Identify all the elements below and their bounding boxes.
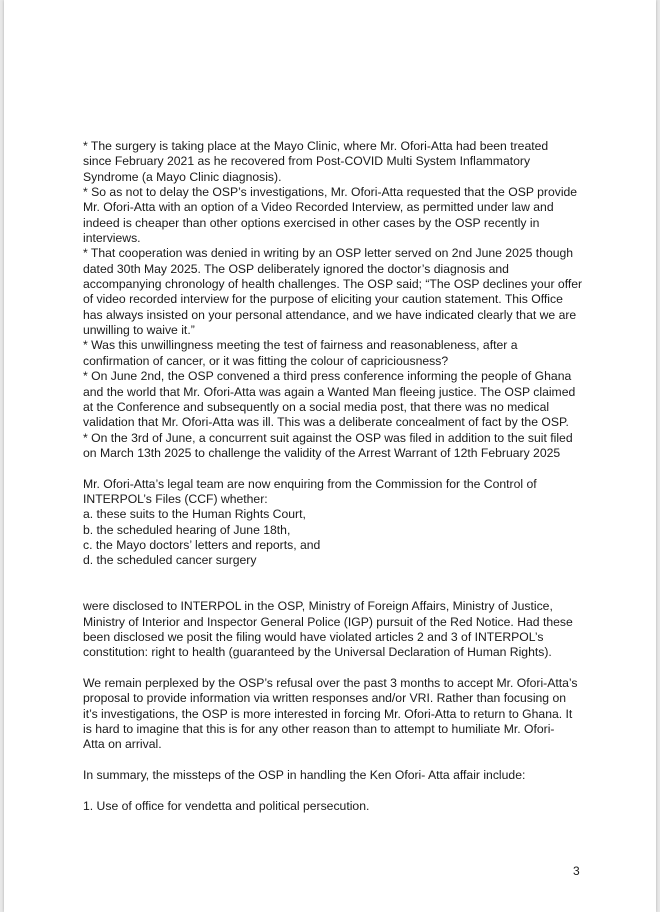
text-line: Ministry of Interior and Inspector General Police (IGP) pursuit of the Red Notice. Had these (83, 614, 573, 629)
text-line: it’s investigations, the OSP is more interested in forcing Mr. Ofori-Atta to return to Ghana. It (83, 706, 573, 721)
text-line: confirmation of cancer, or it was fitting the colour of capriciousness? (83, 353, 449, 368)
paragraph-gap (83, 783, 583, 798)
document-body (83, 139, 583, 814)
text-line: proposal to provide information via written responses and/or VRI. Rather than focusing on (83, 691, 567, 706)
text-line: Syndrome (a Mayo Clinic diagnosis). (83, 169, 282, 184)
text-line: * Was this unwillingness meeting the test of fairness and reasonableness, after a (83, 338, 518, 353)
text-line: since February 2021 as he recovered from Post-COVID Multi System Inflammatory (83, 154, 531, 169)
text-line: at the Conference and subsequently on a social media post, that there was no medical (83, 399, 550, 414)
paragraph-gap (83, 753, 583, 768)
text-line: Mr. Ofori-Atta’s legal team are now enquiring from the Commission for the Control of (83, 476, 537, 491)
text-line: unwilling to waive it.” (83, 323, 195, 338)
text-line: has always insisted on your personal attendance, and we have indicated clearly that we are (83, 307, 577, 322)
paragraph-gap (83, 461, 583, 476)
text-line: * On the 3rd of June, a concurrent suit against the OSP was filed in addition to the suit filed (83, 430, 573, 445)
text-line: Atta on arrival. (83, 737, 162, 752)
text-line: on March 13th 2025 to challenge the validity of the Arrest Warrant of 12th February 2025 (83, 445, 561, 460)
text-line: In summary, the missteps of the OSP in handling the Ken Ofori- Atta affair include: (83, 768, 526, 783)
text-line: Mr. Ofori-Atta with an option of a Video Recorded Interview, as permitted under law and (83, 200, 554, 215)
text-line: and the world that Mr. Ofori-Atta was again a Wanted Man fleeing justice. The OSP claimed (83, 384, 576, 399)
text-line: * On June 2nd, the OSP convened a third press conference informing the people of Ghana (83, 369, 572, 384)
text-line: is hard to imagine that this is for any other reason than to attempt to humiliate Mr. Ofori- (83, 722, 555, 737)
text-line: validation that Mr. Ofori-Atta was ill. This was a deliberate concealment of fact by the OSP. (83, 415, 569, 430)
text-line: b. the scheduled hearing of June 18th, (83, 522, 291, 537)
text-line: * That cooperation was denied in writing by an OSP letter served on 2nd June 2025 though (83, 246, 574, 261)
text-line: dated 30th May 2025. The OSP deliberately ignored the doctor’s diagnosis and (83, 261, 509, 276)
text-line: * So as not to delay the OSP’s investigations, Mr. Ofori-Atta requested that the OSP provide (83, 185, 578, 200)
document-page (4, 0, 656, 912)
text-line: c. the Mayo doctors’ letters and reports, and (83, 537, 321, 552)
text-line: We remain perplexed by the OSP’s refusal over the past 3 months to accept Mr. Ofori-Atta’s (83, 676, 578, 691)
text-line: were disclosed to INTERPOL in the OSP, Ministry of Foreign Affairs, Ministry of Justice, (83, 599, 553, 614)
text-line: interviews. (83, 231, 141, 246)
paragraph-gap (83, 661, 583, 676)
paragraph-gap (83, 584, 583, 599)
text-line: been disclosed we posit the filing would have violated articles 2 and 3 of INTERPOL’s (83, 630, 544, 644)
text-line: INTERPOL’s Files (CCF) whether: (83, 491, 268, 506)
text-line: 1. Use of office for vendetta and political persecution. (83, 798, 370, 813)
text-line: of video recorded interview for the purpose of eliciting your caution statement. This Office (83, 292, 563, 307)
page-number: 3 (573, 864, 580, 878)
text-line: * The surgery is taking place at the Mayo Clinic, where Mr. Ofori-Atta had been treated (83, 139, 549, 153)
text-line: constitution: right to health (guaranteed by the Universal Declaration of Human Rights). (83, 645, 552, 660)
text-line: indeed is cheaper than other options exercised in other cases by the OSP recently in (83, 215, 540, 230)
paragraph-gap (83, 569, 583, 584)
text-line: d. the scheduled cancer surgery (83, 553, 257, 568)
text-line: accompanying chronology of health challenges. The OSP said; “The OSP declines your offer (83, 277, 583, 292)
text-line: a. these suits to the Human Rights Court, (83, 507, 306, 522)
